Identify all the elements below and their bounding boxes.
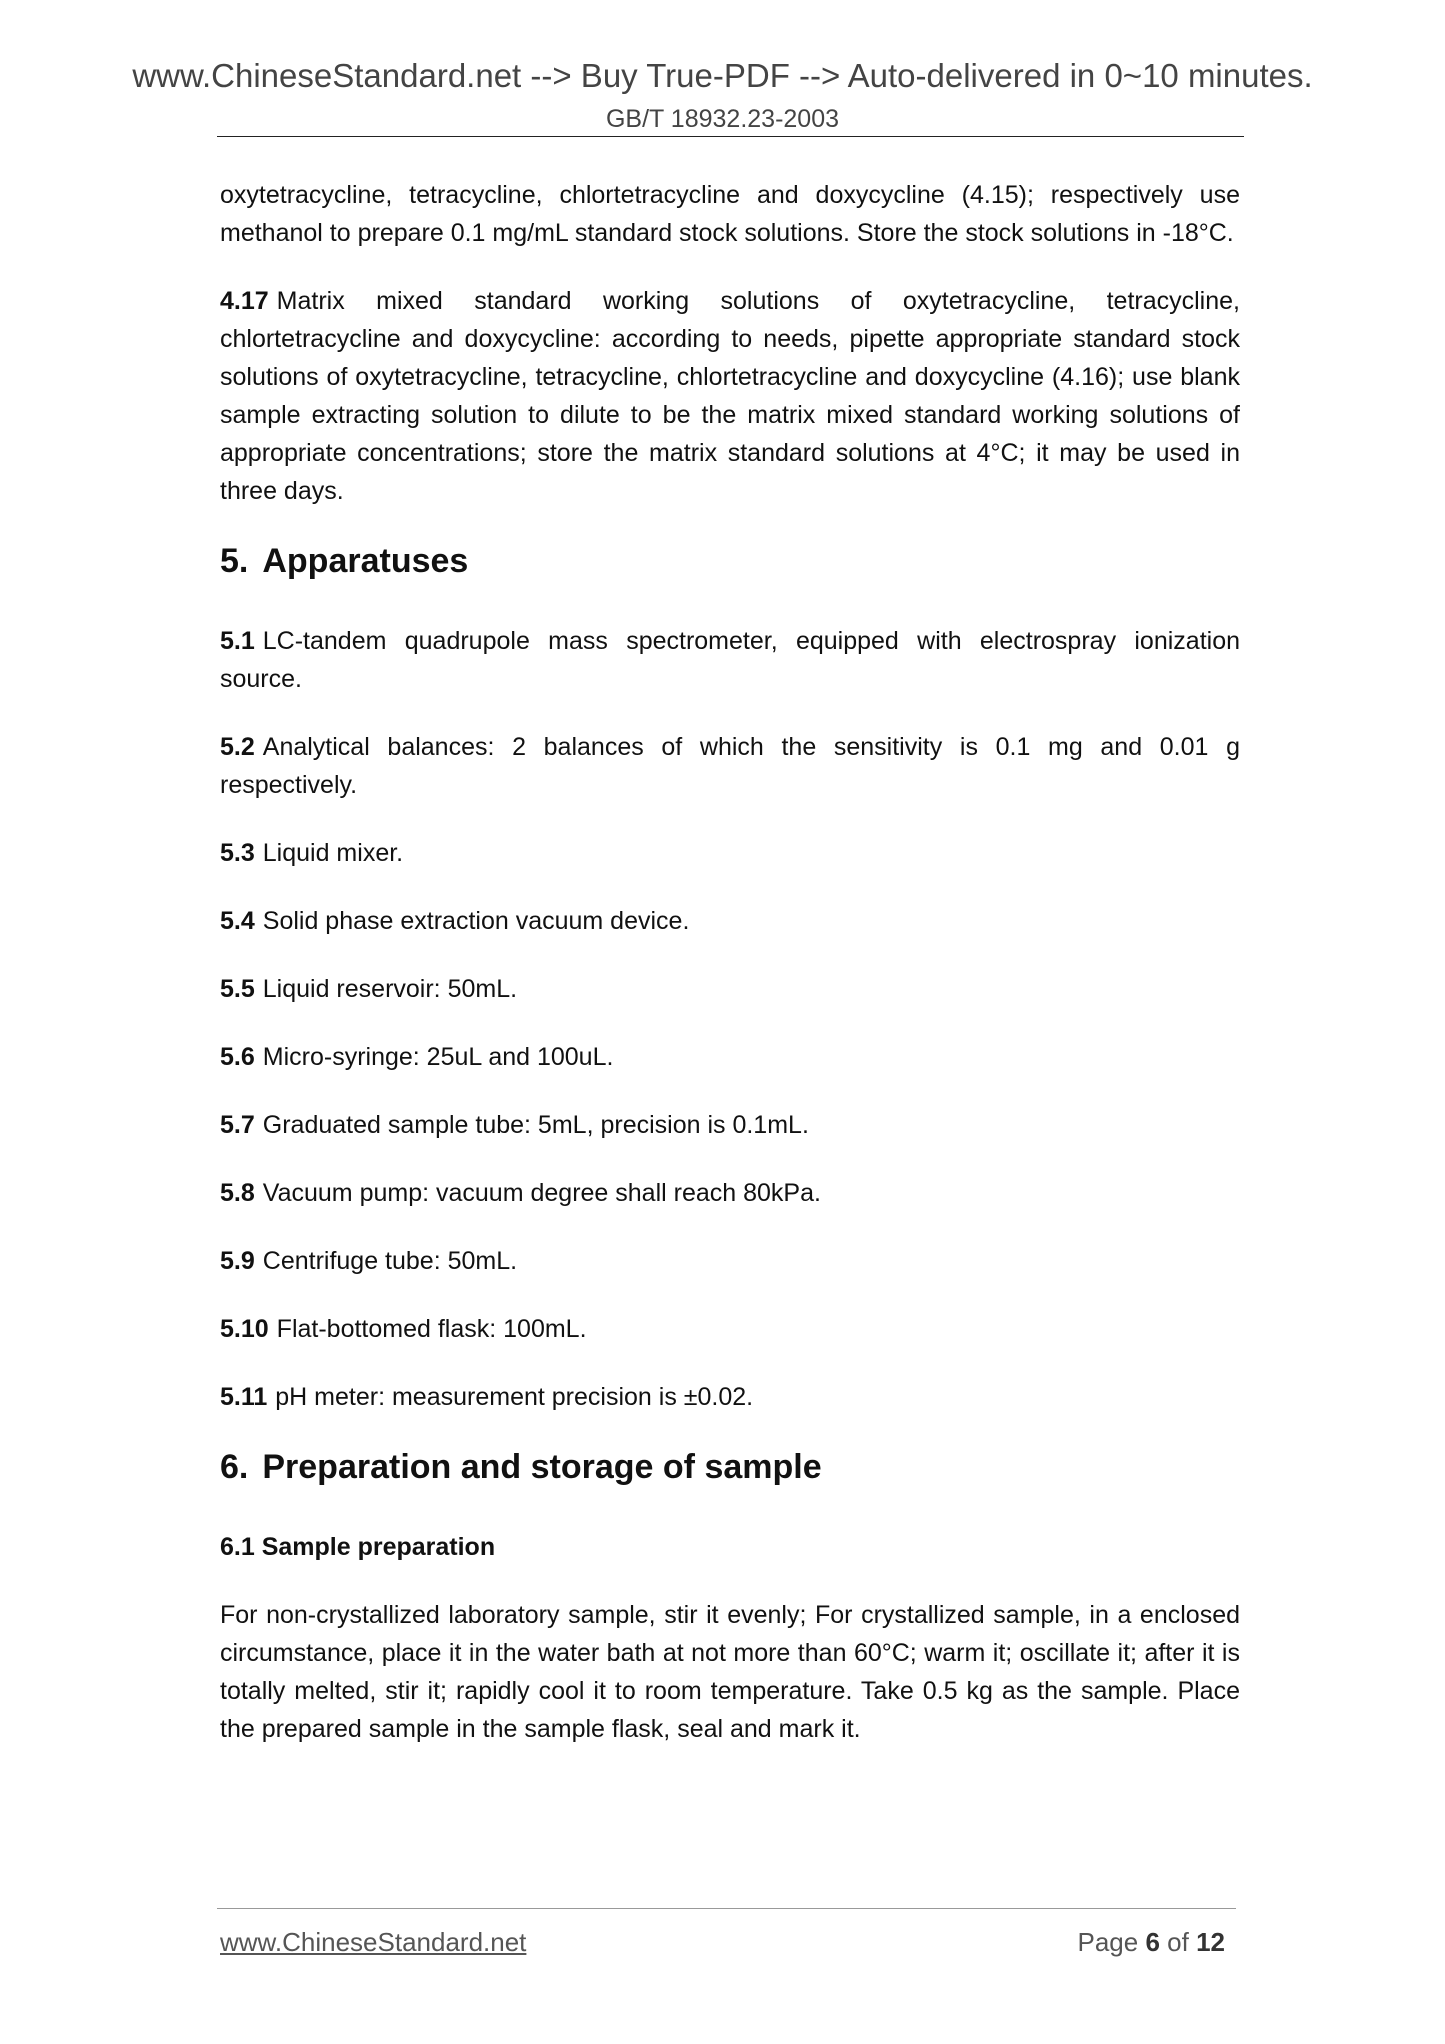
apparatus-item-text: Vacuum pump: vacuum degree shall reach 80kPa. [262, 1179, 821, 1207]
apparatus-item-text: Micro-syringe: 25uL and 100uL. [262, 1043, 614, 1071]
header-banner: www.ChineseStandard.net --> Buy True-PDF --> Auto-delivered in 0~10 minutes. [132, 57, 1313, 94]
clause-4-17 [220, 282, 1240, 510]
apparatus-item [220, 622, 1240, 698]
standard-number: GB/T 18932.23-2003 [605, 105, 840, 133]
page-indicator [1077, 1926, 1225, 1958]
apparatus-item-text: Liquid reservoir: 50mL. [262, 975, 518, 1003]
intro-paragraph: oxytetracycline, tetracycline, chlortetracycline and doxycycline (4.15); respectively use methanol to prepare 0.1 mg/mL standard stock solutions. Store the stock solutions in -18°C. [220, 181, 1240, 247]
section-heading-preparation [220, 1446, 1240, 1488]
section-number: 6. [220, 1448, 249, 1486]
apparatus-item [220, 728, 1240, 804]
apparatus-item-text: LC-tandem quadrupole mass spectrometer, equipped with electrospray ionization source. [220, 627, 1240, 693]
page-of: of [1167, 1927, 1189, 1957]
section-heading-apparatuses [220, 540, 1240, 582]
apparatus-item-text: Analytical balances: 2 balances of which the sensitivity is 0.1 mg and 0.01 g respectively. [220, 733, 1240, 799]
apparatus-item [220, 1242, 1240, 1280]
apparatus-item [220, 1106, 1240, 1144]
page-total: 12 [1196, 1927, 1225, 1957]
apparatus-item [220, 1174, 1240, 1212]
apparatus-item-text: Centrifuge tube: 50mL. [262, 1247, 518, 1275]
subsection-heading-sample-preparation: 6.1 Sample preparation [220, 1533, 496, 1561]
apparatus-item-number: 5.8 [220, 1179, 255, 1207]
apparatus-item [220, 834, 1240, 872]
apparatus-item-text: Solid phase extraction vacuum device. [262, 907, 690, 935]
apparatus-item-number: 5.2 [220, 733, 255, 761]
apparatus-item-text: Flat-bottomed flask: 100mL. [276, 1315, 587, 1343]
page-prefix: Page [1077, 1927, 1139, 1957]
section-number: 5. [220, 542, 249, 580]
sample-preparation-text: For non-crystallized laboratory sample, stir it evenly; For crystallized sample, in a enclosed circumstance, place it in the water bath at not more than 60°C; warm it; oscillate it; after it is totally melted, stir it; rapidly cool it to room temperature. Take 0.5 kg as the sample. Place the prepared sample in the sample flask, seal and mark it. [220, 1601, 1240, 1743]
apparatus-item [220, 902, 1240, 940]
apparatus-item [220, 970, 1240, 1008]
apparatus-item [220, 1310, 1240, 1348]
section-title: Preparation and storage of sample [262, 1448, 822, 1486]
page-current: 6 [1145, 1927, 1160, 1957]
apparatus-item-number: 5.9 [220, 1247, 255, 1275]
apparatus-item-number: 5.4 [220, 907, 255, 935]
apparatus-item-number: 5.7 [220, 1111, 255, 1139]
apparatus-item [220, 1378, 1240, 1416]
apparatus-item-text: Graduated sample tube: 5mL, precision is 0.1mL. [262, 1111, 809, 1139]
clause-text: Matrix mixed standard working solutions of oxytetracycline, tetracycline, chlortetracycline and doxycycline: according to needs, pipette appropriate standard stock solutions of oxytetracycline, tetracycline, chlortetracycline and doxycycline (4.16); use blank sample extracting solution to dilute to be the matrix mixed standard working solutions of appropriate concentrations; store the matrix standard solutions at 4°C; it may be used in three days. [220, 287, 1240, 505]
apparatus-item-number: 5.5 [220, 975, 255, 1003]
apparatus-item-number: 5.11 [220, 1383, 268, 1411]
apparatus-item-number: 5.3 [220, 839, 255, 867]
apparatus-item-text: Liquid mixer. [262, 839, 404, 867]
apparatus-item-number: 5.1 [220, 627, 255, 655]
apparatus-item [220, 1038, 1240, 1076]
apparatus-item-text: pH meter: measurement precision is ±0.02. [275, 1383, 754, 1411]
footer-website-link[interactable]: www.ChineseStandard.net [220, 1927, 527, 1957]
header-divider [217, 136, 1244, 137]
clause-number: 4.17 [220, 287, 269, 315]
apparatus-item-number: 5.10 [220, 1315, 269, 1343]
apparatus-list [220, 622, 1240, 1416]
apparatus-item-number: 5.6 [220, 1043, 255, 1071]
footer-divider [217, 1908, 1236, 1909]
section-title: Apparatuses [262, 542, 469, 580]
document-body [220, 176, 1240, 1778]
